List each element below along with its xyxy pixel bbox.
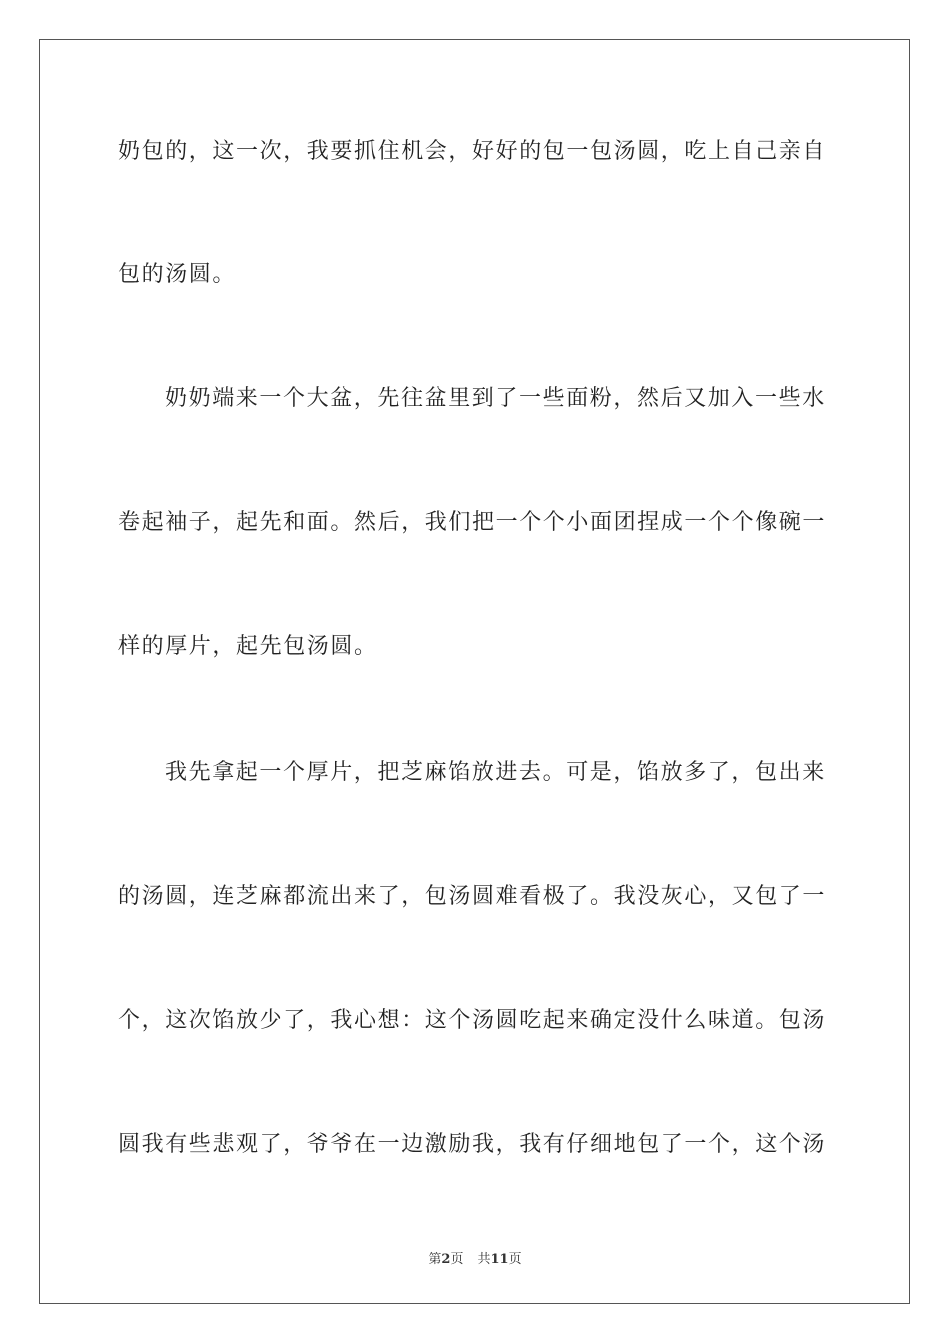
- paragraph-start-line-6: 我先拿起一个厚片，把芝麻馅放进去。可是，馅放多了，包出来: [165, 760, 826, 785]
- footer-page-current: 2: [441, 1252, 451, 1267]
- text-line-1: 奶包的，这一次，我要抓住机会，好好的包一包汤圆，吃上自己亲自: [118, 139, 827, 164]
- footer-page-total: 11: [490, 1252, 509, 1267]
- text-line-2: 包的汤圆。: [118, 262, 237, 287]
- footer-total-unit: 页: [508, 1252, 522, 1267]
- paragraph-start-line-3: 奶奶端来一个大盆，先往盆里到了一些面粉，然后又加入一些水: [165, 386, 826, 411]
- page-footer: [0, 1248, 950, 1267]
- text-line-9: 圆我有些悲观了，爷爷在一边激励我，我有仔细地包了一个，这个汤: [118, 1132, 827, 1157]
- text-line-4: 卷起袖子，起先和面。然后，我们把一个个小面团捏成一个个像碗一: [118, 510, 827, 535]
- text-line-5: 样的厚片，起先包汤圆。: [118, 634, 378, 659]
- page-border: [39, 39, 910, 1304]
- footer-page-unit: 页: [450, 1252, 464, 1267]
- text-line-7: 的汤圆，连芝麻都流出来了，包汤圆难看极了。我没灰心，又包了一: [118, 884, 827, 909]
- footer-page-prefix: 第: [428, 1252, 442, 1267]
- text-line-8: 个，这次馅放少了，我心想：这个汤圆吃起来确定没什么味道。包汤: [118, 1008, 827, 1033]
- footer-total-prefix: 共: [477, 1252, 491, 1267]
